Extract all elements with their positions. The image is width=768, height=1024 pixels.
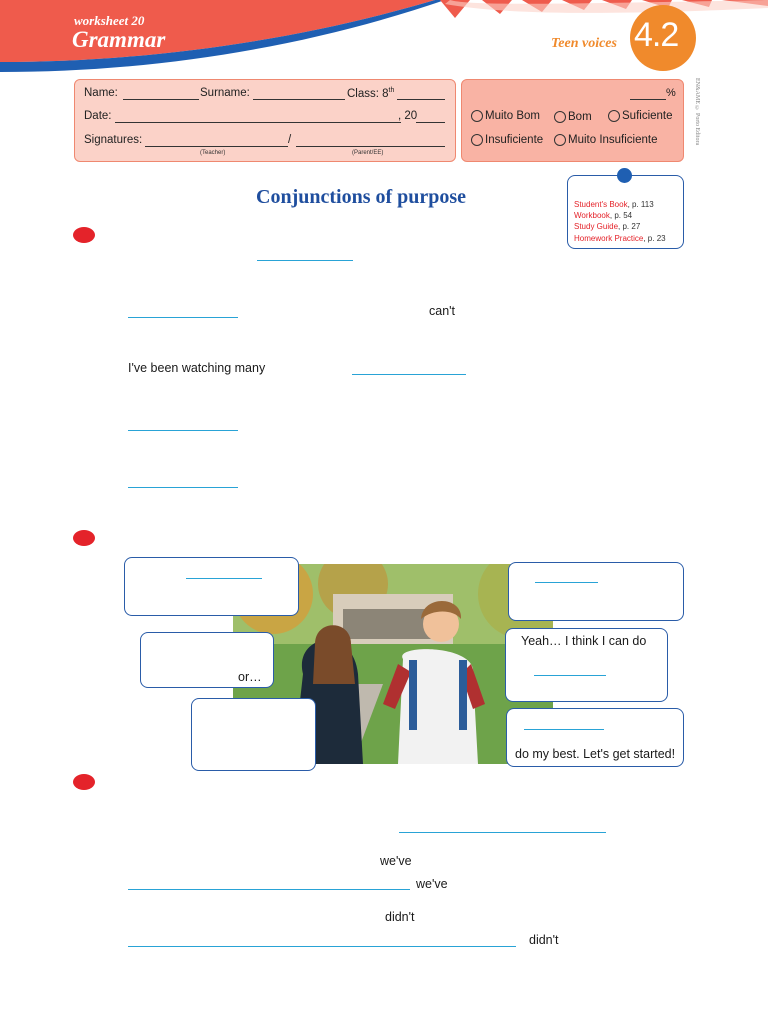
bubble-4-blank[interactable] bbox=[535, 582, 598, 583]
grade-option-suficiente[interactable]: Suficiente bbox=[608, 110, 673, 122]
exercise-3-bullet bbox=[73, 774, 95, 790]
bubble-2-text: or… bbox=[238, 670, 262, 684]
speech-bubble-1 bbox=[124, 557, 299, 616]
unit-name: Teen voices bbox=[551, 36, 617, 51]
grade-option-bom[interactable]: Bom bbox=[554, 111, 592, 123]
unit-number: 4.2 bbox=[634, 16, 679, 54]
reference-item: Workbook, p. 54 bbox=[574, 211, 633, 220]
grade-option-muito-insuficiente[interactable]: Muito Insuficiente bbox=[554, 134, 658, 146]
surname-label: Surname: bbox=[200, 87, 250, 99]
exercise-3-text-weve-b: we've bbox=[416, 877, 448, 891]
student-info-box bbox=[74, 79, 456, 162]
radio-circle-icon[interactable] bbox=[471, 110, 483, 122]
speech-bubble-6 bbox=[506, 708, 684, 767]
exercise-3-blank-1[interactable] bbox=[399, 832, 606, 833]
exercise-1-blank-4[interactable] bbox=[128, 430, 238, 431]
exercise-1-blank-5[interactable] bbox=[128, 487, 238, 488]
signatures-label: Signatures: bbox=[84, 134, 143, 146]
percent-field[interactable] bbox=[630, 99, 666, 100]
radio-circle-icon[interactable] bbox=[471, 134, 483, 146]
bubble-1-blank[interactable] bbox=[186, 578, 262, 579]
exercise-1-bullet bbox=[73, 227, 95, 243]
page-title: Conjunctions of purpose bbox=[256, 186, 467, 208]
date-field[interactable] bbox=[115, 122, 401, 123]
exercise-3-blank-2[interactable] bbox=[128, 889, 410, 890]
year-label: , 20 bbox=[398, 110, 418, 122]
references-box bbox=[567, 175, 684, 249]
radio-circle-icon[interactable] bbox=[554, 111, 566, 123]
teacher-caption: (Teacher) bbox=[200, 150, 226, 156]
exercise-3-text-didnt-b: didn't bbox=[529, 933, 559, 947]
name-field[interactable] bbox=[123, 99, 199, 100]
reference-item: Homework Practice, p. 23 bbox=[574, 234, 666, 243]
grade-box bbox=[461, 79, 684, 162]
class-field[interactable] bbox=[397, 99, 445, 100]
percent-symbol: % bbox=[666, 87, 676, 99]
class-label: Class: 8th bbox=[347, 87, 395, 100]
worksheet-label: worksheet 20 bbox=[74, 13, 145, 28]
speech-bubble-3 bbox=[191, 698, 316, 771]
year-field[interactable] bbox=[416, 122, 445, 123]
exercise-1-text-watching: I've been watching many bbox=[128, 361, 266, 375]
exercise-1-blank-3[interactable] bbox=[352, 374, 466, 375]
radio-circle-icon[interactable] bbox=[608, 110, 620, 122]
radio-circle-icon[interactable] bbox=[554, 134, 566, 146]
parent-caption: (Parent/EE) bbox=[352, 150, 384, 156]
grade-option-insuficiente[interactable]: Insuficiente bbox=[471, 134, 543, 146]
exercise-1-text-cant: can't bbox=[429, 304, 456, 318]
signature-slash: / bbox=[288, 134, 292, 146]
bubble-5-blank[interactable] bbox=[534, 675, 606, 676]
reference-item: Student's Book, p. 113 bbox=[574, 200, 654, 209]
exercise-3-text-didnt-a: didn't bbox=[385, 910, 415, 924]
grade-option-muito-bom[interactable]: Muito Bom bbox=[471, 110, 540, 122]
side-credit: EN&AME © Porto Editora bbox=[694, 78, 700, 146]
pin-icon bbox=[617, 168, 632, 183]
bubble-5-text: Yeah… I think I can do bbox=[521, 634, 647, 648]
name-label: Name: bbox=[84, 87, 118, 99]
teacher-signature-field[interactable] bbox=[145, 146, 288, 147]
exercise-3-text-weve-a: we've bbox=[380, 854, 412, 868]
parent-signature-field[interactable] bbox=[296, 146, 445, 147]
speech-bubble-5 bbox=[505, 628, 668, 702]
date-label: Date: bbox=[84, 110, 112, 122]
bubble-6-text: do my best. Let's get started! bbox=[515, 747, 676, 761]
speech-bubble-4 bbox=[508, 562, 684, 621]
bubble-6-blank[interactable] bbox=[524, 729, 604, 730]
exercise-1-blank-1[interactable] bbox=[257, 260, 353, 261]
exercise-3-blank-3[interactable] bbox=[128, 946, 516, 947]
speech-bubble-2 bbox=[140, 632, 274, 688]
worksheet-title: Grammar bbox=[72, 27, 166, 52]
exercise-1-blank-2[interactable] bbox=[128, 317, 238, 318]
surname-field[interactable] bbox=[253, 99, 345, 100]
exercise-2-bullet bbox=[73, 530, 95, 546]
reference-item: Study Guide, p. 27 bbox=[574, 222, 641, 231]
